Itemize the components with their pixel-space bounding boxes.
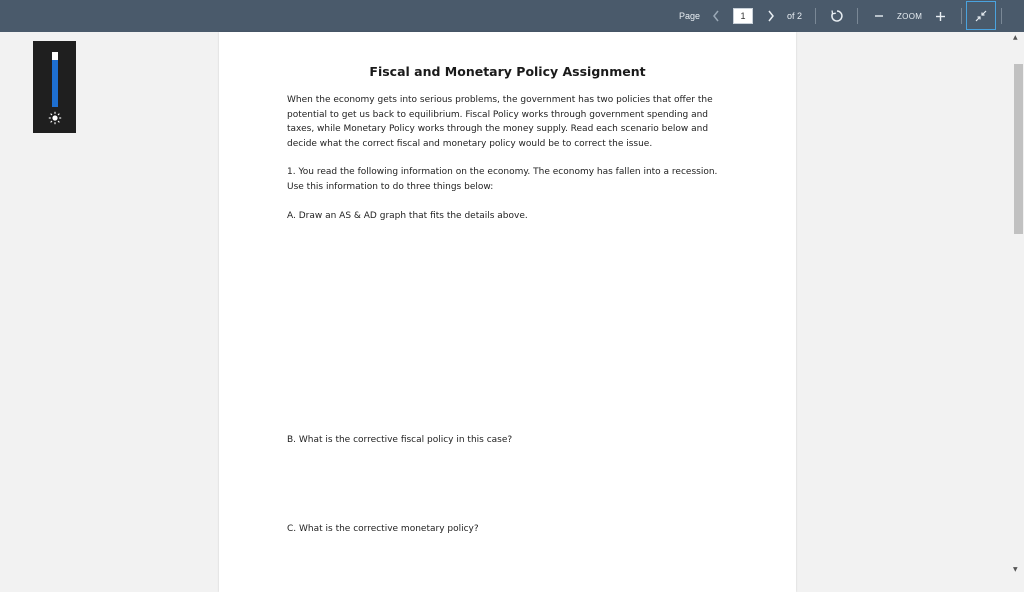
intro-paragraph: When the economy gets into serious problems, the government has two policies that offer the potential to get us back to equilibrium. Fiscal Policy works through government spending and taxes, while Monetary Policy works through the money supply. Read each scenario below and decide what the correct fiscal and monetary policy would be to correct the issue. (287, 95, 713, 149)
question-part-c: C. What is the corrective monetary policy? (287, 524, 479, 534)
toolbar-divider (857, 8, 858, 24)
toolbar-divider (815, 8, 816, 24)
plus-icon (935, 11, 946, 22)
page-count-label: of 2 (787, 11, 803, 21)
chevron-right-icon (767, 10, 775, 22)
question-part-a: A. Draw an AS & AD graph that fits the details above. (287, 211, 528, 221)
previous-page-button[interactable] (709, 0, 723, 32)
toolbar-divider (1001, 8, 1002, 24)
brightness-slider[interactable] (52, 52, 58, 107)
brightness-slider-handle[interactable] (52, 52, 58, 60)
sun-icon (48, 111, 62, 125)
fit-to-page-button[interactable] (966, 1, 996, 30)
page-number-input[interactable] (733, 8, 753, 24)
zoom-out-button[interactable] (872, 0, 886, 32)
question-part-b: B. What is the corrective fiscal policy in this case? (287, 435, 513, 445)
chevron-left-icon (712, 10, 720, 22)
next-page-button[interactable] (764, 0, 778, 32)
collapse-arrows-icon (975, 10, 987, 22)
rotate-icon (830, 9, 844, 23)
document-title: Fiscal and Monetary Policy Assignment (369, 64, 646, 79)
brightness-panel (33, 41, 76, 133)
zoom-label: ZOOM (897, 11, 923, 21)
question-1: 1. You read the following information on the economy. The economy has fallen into a recession. Use this information to do three things below: (287, 167, 718, 192)
vertical-scrollbar-thumb[interactable] (1014, 64, 1023, 234)
scroll-up-arrow-icon[interactable]: ▲ (1013, 34, 1018, 41)
scroll-down-arrow-icon[interactable]: ▼ (1013, 566, 1018, 573)
document-page (219, 32, 796, 592)
zoom-in-button[interactable] (933, 0, 947, 32)
minus-icon (874, 11, 884, 21)
toolbar-divider (961, 8, 962, 24)
page-label: Page (679, 11, 701, 21)
rotate-button[interactable] (829, 0, 845, 32)
viewer-toolbar (0, 0, 1024, 32)
